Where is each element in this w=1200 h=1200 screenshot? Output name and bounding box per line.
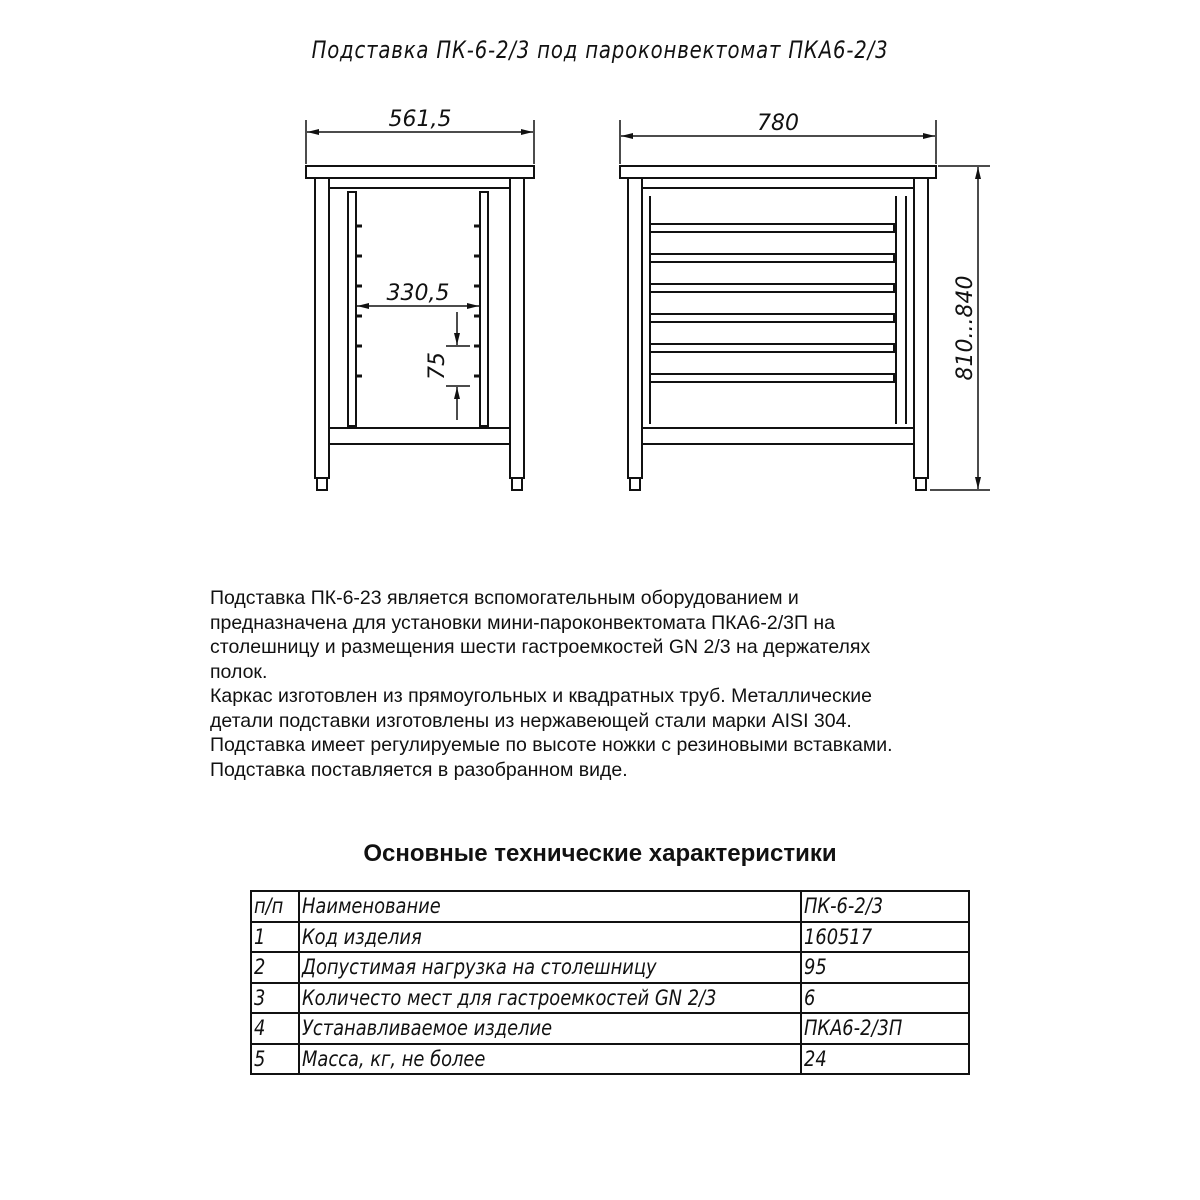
table-row	[251, 922, 969, 953]
row-name: Масса, кг, не более	[302, 1046, 486, 1071]
row-name: Количесто мест для гастроемкостей GN 2/3	[302, 985, 717, 1010]
dim-label-width-front: 780	[757, 111, 799, 136]
row-num: 3	[254, 985, 266, 1010]
row-value: 160517	[804, 924, 873, 949]
row-name: Устанавливаемое изделие	[302, 1016, 553, 1041]
header-num: п/п	[254, 894, 284, 919]
row-name: Код изделия	[302, 924, 422, 949]
row-name: Допустимая нагрузка на столешницу	[302, 955, 657, 980]
description-line: Каркас изготовлен из прямоугольных и квадратных труб. Металлические	[210, 685, 872, 707]
row-num: 4	[254, 1016, 266, 1041]
header-value: ПК-6-2/3	[804, 894, 884, 919]
description-line: Подставка поставляется в разобранном виде.	[210, 758, 628, 781]
row-value: 6	[804, 985, 816, 1010]
specs-heading: Основные технические характеристики	[363, 840, 837, 867]
side-view	[306, 166, 534, 490]
header-name: Наименование	[302, 894, 441, 919]
description-line: Подставка ПК-6-23 является вспомогательным оборудованием и	[210, 587, 799, 609]
dim-label-height: 810...840	[953, 275, 978, 381]
row-num: 5	[254, 1046, 266, 1071]
specs-table	[250, 890, 970, 1075]
description-line: детали подставки изготовлены из нержавеющей стали марки AISI 304.	[210, 709, 852, 732]
dim-label-shelf-pitch: 75	[425, 352, 450, 380]
description-line: полок.	[210, 660, 268, 683]
table-row	[251, 1013, 969, 1044]
description-line: Подставка имеет регулируемые по высоте ножки с резиновыми вставками.	[210, 734, 893, 756]
description-line: предназначена для установки мини-пароконвектомата ПКА6-2/3П на	[210, 611, 836, 634]
product-description	[210, 586, 1010, 782]
dim-label-width-side: 561,5	[388, 107, 452, 132]
row-num: 1	[254, 924, 266, 949]
row-value: ПКА6-2/3П	[804, 1016, 903, 1041]
table-row	[251, 1044, 969, 1075]
row-value: 24	[804, 1046, 827, 1071]
row-num: 2	[254, 955, 266, 980]
table-row	[251, 952, 969, 983]
description-line: столешницу и размещения шести гастроемкостей GN 2/3 на держателях	[210, 636, 871, 658]
table-row	[251, 983, 969, 1014]
drawing-title: Подставка ПК-6-2/3 под пароконвектомат ПКА6-2/3	[311, 36, 889, 64]
front-view	[620, 166, 936, 490]
technical-drawing	[0, 0, 1200, 560]
row-value: 95	[804, 955, 827, 980]
dim-label-inner-width: 330,5	[386, 281, 450, 306]
table-header-row	[251, 891, 969, 922]
